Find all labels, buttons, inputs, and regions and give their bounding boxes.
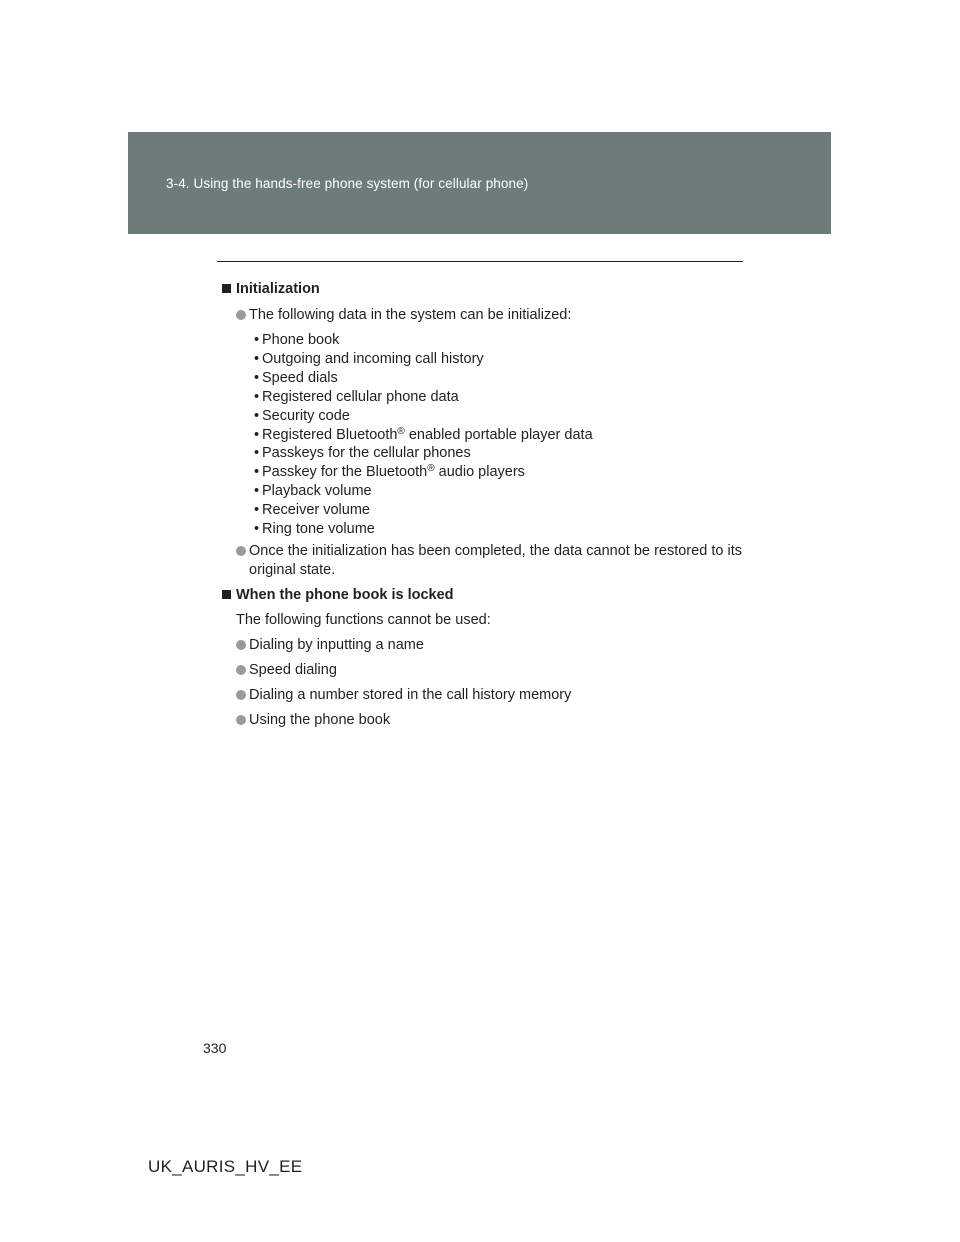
list-item: • Outgoing and incoming call history — [254, 350, 742, 369]
list-item: • Registered cellular phone data — [254, 388, 742, 407]
list-item: • Speed dials — [254, 369, 742, 388]
list-item: • Phone book — [254, 331, 742, 350]
list-item: • Ring tone volume — [254, 520, 742, 539]
list-item-text: enabled portable player data — [408, 426, 593, 443]
bullet-item — [222, 542, 742, 580]
list-item: • Passkeys for the cellular phones — [254, 444, 742, 463]
initializable-data-list — [222, 331, 742, 539]
registered-mark: ® — [397, 425, 405, 437]
intro-paragraph: The following functions cannot be used: — [236, 611, 491, 628]
bullet-item — [222, 636, 742, 655]
section-title: 3-4. Using the hands-free phone system (for cellular phone) — [166, 176, 529, 191]
bullet-text: Speed dialing — [249, 661, 337, 678]
bullet-text: Once the initialization has been completed, the data cannot be restored to its original state. — [249, 542, 742, 578]
circle-bullet-icon — [236, 715, 246, 725]
square-bullet-icon — [222, 590, 231, 599]
page-number: 330 — [203, 1040, 227, 1056]
circle-bullet-icon — [236, 690, 246, 700]
list-item-text: Registered Bluetooth — [262, 426, 398, 443]
bullet-item — [222, 661, 742, 680]
bullet-text: Dialing by inputting a name — [249, 636, 424, 653]
page-content — [222, 280, 742, 730]
list-item: • Playback volume — [254, 482, 742, 501]
list-item: • Receiver volume — [254, 501, 742, 520]
heading-text: Initialization — [236, 281, 320, 297]
list-item — [254, 463, 742, 482]
circle-bullet-icon — [236, 546, 246, 556]
list-item-text: Passkey for the Bluetooth — [262, 464, 428, 481]
bullet-item — [222, 686, 742, 705]
heading-text: When the phone book is locked — [236, 586, 454, 603]
bullet-item — [222, 306, 742, 325]
top-divider — [217, 261, 743, 262]
bullet-text: Using the phone book — [249, 711, 391, 728]
bullet-text: The following data in the system can be initialized: — [249, 307, 572, 323]
list-item — [254, 426, 742, 445]
section-header-band — [128, 132, 831, 234]
heading-initialization — [222, 280, 742, 299]
square-bullet-icon — [222, 284, 231, 293]
registered-mark: ® — [427, 463, 435, 475]
circle-bullet-icon — [236, 640, 246, 650]
bullet-text: Dialing a number stored in the call history memory — [249, 686, 572, 703]
bullet-item — [222, 711, 742, 730]
heading-phone-book-locked — [222, 586, 742, 605]
circle-bullet-icon — [236, 310, 246, 320]
circle-bullet-icon — [236, 665, 246, 675]
list-item: • Security code — [254, 407, 742, 426]
list-item-text: audio players — [438, 464, 525, 481]
document-code: UK_AURIS_HV_EE — [148, 1157, 303, 1176]
